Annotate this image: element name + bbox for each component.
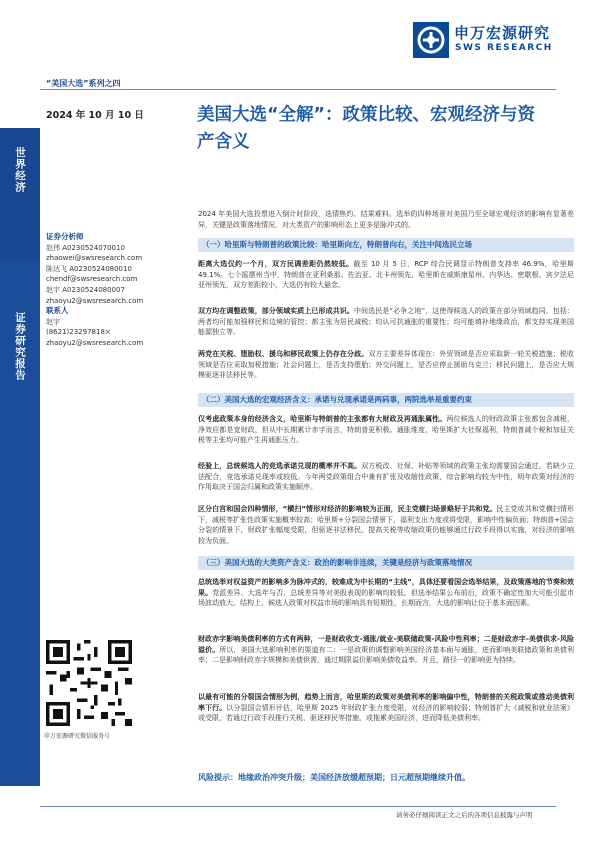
footer-divider bbox=[40, 806, 556, 807]
paragraph-5-lead: 经验上，总统候选人的竞选承诺兑现的概率并不高。 bbox=[198, 462, 362, 470]
analyst-email[interactable]: chendf@swsresearch.com bbox=[46, 275, 138, 284]
intro-paragraph: 2024 年美国大选投票进入倒计时阶段，选情焦灼、结果难料。选举的四种场景对美国乃至全球宏观经济的影响有显著差异，关键是政策落地情况，对大类资产的影响形态上更多是脉冲式的。 bbox=[198, 210, 574, 229]
footer-disclaimer[interactable]: 请务必仔细阅读正文之后的各项信息披露与声明 bbox=[396, 811, 533, 819]
paragraph-3-lead: 两党在关税、堕胎权、援乌和移民政策上仍存在分歧。 bbox=[198, 350, 369, 358]
contact-heading: 联系人 bbox=[46, 306, 69, 316]
paragraph-2-lead: 双方均在调整政策，部分领域实质上已形成共识。 bbox=[198, 307, 354, 315]
analyst-line: 陈达飞 A0230524080010 bbox=[46, 264, 132, 273]
section-heading-2: （二）美国大选的宏观经济含义：承诺与兑现承诺是两码事，两院选举是重要约束 bbox=[198, 393, 574, 407]
logo-name-cn: 申万宏源研究 bbox=[454, 24, 551, 42]
sws-logo-icon bbox=[413, 22, 449, 58]
paragraph-9 bbox=[198, 692, 574, 724]
paragraph-7-lead: 总统选举对权益资产的影响多为脉冲式的，较难成为中长期的“主线”，具体还要看国会选举结果，及政策落地的节奏和效果。 bbox=[198, 578, 574, 597]
paragraph-1-text: 截至 10 月 5 日，RCP 综合民调显示特朗普支持率 46.9%，哈里斯 49.1%。七个摇摆州当中，特朗普在亚利桑那、佐治亚、北卡州领先，哈里斯在威斯康星州、内华达、密歇根、宾夕法尼亚州领先，双方差距较小，大选仍有较大悬念。 bbox=[198, 260, 574, 290]
report-date: 2024 年 10 月 10 日 bbox=[46, 110, 144, 121]
section-heading-1: （一）哈里斯与特朗普的政策比较：哈里斯向左，特朗普向右，关注中间选民立场 bbox=[198, 238, 574, 252]
paragraph-1-lead: 距离大选仅约一个月，双方民调差距仍然较低。 bbox=[198, 260, 354, 268]
analyst-block bbox=[46, 232, 196, 349]
paragraph-7 bbox=[198, 577, 574, 609]
paragraph-1 bbox=[198, 259, 574, 291]
paragraph-6 bbox=[198, 504, 574, 546]
series-label: “美国大选”系列之四 bbox=[46, 79, 121, 88]
analyst-email[interactable]: zhaoyu2@swsresearch.com bbox=[46, 296, 144, 305]
header-divider bbox=[40, 89, 556, 90]
paragraph-6-lead: 区分白宫和国会四种情形，“横扫”情形对经济的影响较为正面，民主党横扫场景略好于共和党。 bbox=[198, 505, 497, 513]
report-title: 美国大选“全解”：政策比较、宏观经济与资产含义 bbox=[197, 105, 536, 152]
qr-code-icon bbox=[46, 640, 132, 726]
paragraph-4-lead: 仅考虑政策本身的经济含义，哈里斯与特朗普的主张都有大财政及再通胀属性。 bbox=[198, 415, 447, 423]
analyst-heading: 证券分析师 bbox=[46, 232, 84, 241]
paragraph-9-lead: 以最有可能的分裂国会情形为例，趋势上而言，哈里斯的政策对美债利率的影响偏中性，特朗普的关税政策或推动美债利率下行。 bbox=[198, 693, 574, 712]
paragraph-8-lead: 财政赤字影响美债利率的方式有两种，一是财政收支-通胀/就业-美联储政策-风险中性利率；二是财政赤字-美债供求-风险溢价。 bbox=[198, 635, 574, 654]
analyst-line: 赵伟 A0230524070010 bbox=[46, 243, 125, 252]
paragraph-5-text: 双方税改、社保、补贴等领域的政策主张均需要国会通过。若缺少立法配合，竞选承诺兑现率或较低。今年两党政策组合中兼有扩张及收缩性政策，综合影响均较为中性，明年政策对经济的作用取决于国会归属和政策实施顺序。 bbox=[198, 462, 575, 492]
paragraph-9-text: 以分裂国会情形评估，哈里斯 2025 年财政扩张力度受限，对经济的影响较弱；特朗普扩大《减税和就业法案》或受限，若通过行政手段推行关税、驱逐移民等措施，或拖累美国经济，进而降低美债利率。 bbox=[198, 703, 575, 723]
contact-line: 赵宇 bbox=[46, 317, 60, 326]
paragraph-5 bbox=[198, 461, 574, 493]
paragraph-7-text: 党派差异、大选年与否、总统差异等对美股表现的影响均较低，但选举结果公布前后，政策不确定性加大可能引起市场波动放大。结构上，候选人政策对权益市场的影响具有短期性，长期而言，大选的影响让位于基本面因素。 bbox=[198, 588, 575, 608]
paragraph-8 bbox=[198, 634, 574, 666]
paragraph-2-text: 中间选民是“必争之地”，这使得候选人的政策在部分领域趋同，包括：两者均可能加强移民和边境的管控；都主张为居民减税；均认可抗通胀的重要性；均可能填补地缘政治，都支持实现美国能源独立等。 bbox=[198, 307, 574, 337]
paragraph-3 bbox=[198, 349, 574, 381]
paragraph-4-text: 两位候选人的财政政策主张都包含减税，净效应都是宽财政，但从中长期累计赤字而言，特朗普更积极。通胀维度，哈里斯扩大社保福利，特朗普减个税和加征关税等主张均可能产生再通胀压力。 bbox=[198, 415, 575, 445]
analyst-email[interactable]: zhaowei@swsresearch.com bbox=[46, 254, 143, 263]
paragraph-4 bbox=[198, 414, 574, 446]
logo-name-en: SWS RESEARCH bbox=[455, 43, 553, 53]
contact-phone: (8621)23297818× bbox=[46, 328, 111, 337]
paragraph-3-text: 双方主要差异体现在：外贸领域是否应采取新一轮关税措施；税收领域是否应采取加税措施；社会问题上，是否支持堕胎；外交问题上，是否应停止援助乌克兰；移民问题上，是否应大规模驱逐非法移民等。 bbox=[198, 350, 575, 380]
paragraph-6-text: 民主党或共和党横扫情形下，减税等扩张性政策实施概率较高；哈里斯+分裂国会情景下，福利支出力度或将受限，影响中性偏负面；特朗普+国会分裂的情景下，财政扩张幅度受限，但驱逐非法移民、提高关税等收缩政策仍能够通过行政手段得以实施，对经济的影响较为负面。 bbox=[198, 505, 575, 545]
contact-email[interactable]: zhaoyu2@swsresearch.com bbox=[46, 338, 144, 347]
risk-warning: 风险提示：地缘政治冲突升级；美国经济放缓超预期；日元超预期继续升值。 bbox=[198, 773, 470, 782]
section-heading-3: （三）美国大选的大类资产含义：政治的影响非连续，关键是经济与政策落地情况 bbox=[198, 556, 574, 570]
sidebar-category: 世界经济 bbox=[14, 147, 26, 193]
paragraph-8-text: 所以，美国大选影响利率的渠道有二：一是政策的调整影响美国经济基本面与通胀，进而影响美联储政策和美债利率；二是影响财政赤字规模和美债供需，通过期限溢价影响美债收益率。并且，路径一的影响更为持续。 bbox=[198, 645, 575, 665]
sidebar-report-type: 证券研究报告 bbox=[14, 312, 26, 381]
paragraph-2 bbox=[198, 306, 574, 338]
analyst-line: 赵宇 A0230524080007 bbox=[46, 285, 125, 294]
qr-caption: 申万宏源研究微信服务号 bbox=[44, 733, 111, 740]
